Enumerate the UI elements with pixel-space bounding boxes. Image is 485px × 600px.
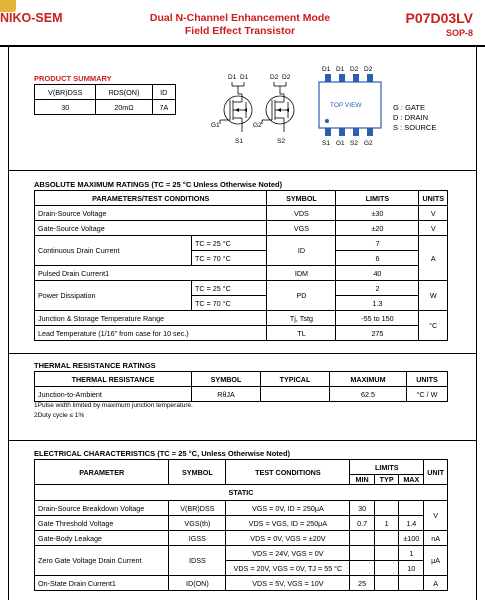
min-igss: [350, 531, 374, 546]
electrical-table: [34, 459, 448, 591]
section-divider: [8, 440, 477, 441]
cond-vth: VDS = VGS, ID = 250μA: [226, 516, 350, 531]
max-vth: 1.4: [399, 516, 424, 531]
table-row: [35, 460, 448, 475]
typ-idss-2: [374, 561, 399, 576]
thermal-title: THERMAL RESISTANCE RATINGS: [34, 361, 156, 370]
legend-gate: G : GATE: [393, 103, 425, 112]
param-igss: Gate-Body Leakage: [35, 531, 169, 546]
thermal-maximum: 62.5: [330, 387, 407, 402]
unit-idon: A: [424, 576, 448, 591]
pkg-pin-top-1: D1: [322, 66, 331, 73]
abs-header-limits: LIMITS: [336, 191, 419, 206]
pkg-pin-bottom-3: S2: [350, 140, 358, 147]
schematic-pin-d2a: D2: [270, 74, 279, 81]
table-row: [35, 191, 448, 206]
unit-tj: °C: [419, 311, 448, 341]
symbol-idss: IDSS: [169, 546, 226, 576]
title-line-2: Field Effect Transistor: [184, 25, 296, 37]
max-idss-1: 1: [399, 546, 424, 561]
legend-drain: D : DRAIN: [393, 113, 429, 122]
limit-pd-25: 2: [336, 281, 419, 296]
typ-idon: [374, 576, 399, 591]
table-row: [35, 236, 448, 251]
electrical-title: ELECTRICAL CHARACTERISTICS (TC = 25 °C, Unless Otherwise Noted): [34, 449, 291, 458]
schematic-pin-d1b: D1: [240, 74, 249, 81]
table-row: [35, 326, 448, 341]
table-row: [35, 546, 448, 561]
symbol-id: ID: [267, 236, 336, 266]
elec-header-limits: LIMITS: [350, 460, 424, 475]
elec-header-cond: TEST CONDITIONS: [226, 460, 350, 485]
min-vth: 0.7: [350, 516, 374, 531]
cond-idon: VDS = 5V, VGS = 10V: [226, 576, 350, 591]
package-type: SOP-8: [445, 28, 473, 38]
pkg-pin-top-4: D2: [364, 66, 373, 73]
pkg-top-view-label: TOP VIEW: [330, 102, 362, 109]
thermal-header-typical: TYPICAL: [261, 372, 330, 387]
section-divider: [8, 170, 477, 171]
param-bvdss: Drain-Source Breakdown Voltage: [35, 501, 169, 516]
symbol-pd: PD: [267, 281, 336, 311]
footnote-1: 1Pulse width limited by maximum junction temperature.: [34, 402, 193, 409]
limit-idm: 40: [336, 266, 419, 281]
summary-value-id: 7A: [152, 100, 175, 115]
unit-vgs: V: [419, 221, 448, 236]
summary-value-vbrdss: 30: [35, 100, 96, 115]
param-vth: Gate Threshold Voltage: [35, 516, 169, 531]
schematic-gate-g2: G2: [253, 122, 262, 129]
param-idon: On-State Drain Current1: [35, 576, 169, 591]
unit-voltage: V: [424, 501, 448, 531]
mosfet-schematic: [208, 70, 298, 150]
limit-pd-70: 1.3: [336, 296, 419, 311]
max-idss-2: 10: [399, 561, 424, 576]
cond-id-70: TC = 70 °C: [192, 251, 267, 266]
pkg-pin-top-3: D2: [350, 66, 359, 73]
part-number: P07D03LV: [405, 10, 473, 26]
table-row: [35, 501, 448, 516]
cond-pd-25: TC = 25 °C: [192, 281, 267, 296]
abs-max-table: [34, 190, 448, 341]
unit-idss: μA: [424, 546, 448, 576]
thermal-unit: °C / W: [407, 387, 448, 402]
pkg-pin-bottom-2: G1: [336, 140, 345, 147]
symbol-vth: VGS(th): [169, 516, 226, 531]
pkg-pin-bottom-1: S1: [322, 140, 330, 147]
summary-value-rdson: 20mΩ: [96, 100, 152, 115]
thermal-symbol: RθJA: [192, 387, 261, 402]
schematic-pin-d2b: D2: [282, 74, 291, 81]
max-idon: [399, 576, 424, 591]
symbol-idon: ID(ON): [169, 576, 226, 591]
typ-bvdss: [374, 501, 399, 516]
param-id: Continuous Drain Current: [35, 236, 192, 266]
limit-vgs: ±20: [336, 221, 419, 236]
table-row: [35, 266, 448, 281]
min-idss-2: [350, 561, 374, 576]
schematic-pin-d1a: D1: [228, 74, 237, 81]
table-row: [35, 531, 448, 546]
limit-tj: -55 to 150: [336, 311, 419, 326]
table-row: [35, 221, 448, 236]
company-logo: NIKO-SEM: [0, 11, 63, 25]
table-row: [35, 85, 176, 100]
param-tl: Lead Temperature (1/16" from case for 10 sec.): [35, 326, 267, 341]
limit-id-25: 7: [336, 236, 419, 251]
abs-header-param: PARAMETERS/TEST CONDITIONS: [35, 191, 267, 206]
elec-header-max: MAX: [399, 475, 424, 485]
footnote-2: 2Duty cycle ≤ 1%: [34, 412, 85, 419]
min-idon: 25: [350, 576, 374, 591]
thermal-table: [34, 371, 448, 402]
package-top-view: [316, 66, 386, 150]
table-row: [35, 516, 448, 531]
cond-idss-1: VDS = 24V, VGS = 0V: [226, 546, 350, 561]
elec-header-typ: TYP: [374, 475, 399, 485]
legend-source: S : SOURCE: [393, 123, 437, 132]
cond-bvdss: VGS = 0V, ID = 250μA: [226, 501, 350, 516]
unit-igss: nA: [424, 531, 448, 546]
table-row: [35, 387, 448, 402]
table-row: [35, 311, 448, 326]
thermal-header-symbol: SYMBOL: [192, 372, 261, 387]
max-igss: ±100: [399, 531, 424, 546]
unit-pd: W: [419, 281, 448, 311]
symbol-tl: TL: [267, 326, 336, 341]
param-tj: Junction & Storage Temperature Range: [35, 311, 267, 326]
table-row: [35, 281, 448, 296]
min-bvdss: 30: [350, 501, 374, 516]
elec-header-min: MIN: [350, 475, 374, 485]
thermal-typical: [261, 387, 330, 402]
pin-legend: [393, 103, 436, 133]
thermal-header-units: UNITS: [407, 372, 448, 387]
cond-idss-2: VDS = 20V, VGS = 0V, TJ = 55 °C: [226, 561, 350, 576]
elec-header-param: PARAMETER: [35, 460, 169, 485]
table-row: [35, 576, 448, 591]
symbol-vds: VDS: [267, 206, 336, 221]
cond-id-25: TC = 25 °C: [192, 236, 267, 251]
product-summary-table: [34, 84, 176, 115]
max-bvdss: [399, 501, 424, 516]
product-summary-title: PRODUCT SUMMARY: [34, 74, 112, 83]
pkg-pin-top-2: D1: [336, 66, 345, 73]
title-line-1: Dual N-Channel Enhancement Mode: [149, 12, 331, 24]
summary-header-vbrdss: V(BR)DSS: [35, 85, 96, 100]
thermal-param: Junction-to-Ambient: [35, 387, 192, 402]
symbol-bvdss: V(BR)DSS: [169, 501, 226, 516]
schematic-source-s2: S2: [277, 138, 285, 145]
param-vgs: Gate-Source Voltage: [35, 221, 267, 236]
summary-header-id: ID: [152, 85, 175, 100]
param-idm: Pulsed Drain Current1: [35, 266, 267, 281]
symbol-tj: Tj, Tstg: [267, 311, 336, 326]
cond-igss: VDS = 0V, VGS = ±20V: [226, 531, 350, 546]
min-idss-1: [350, 546, 374, 561]
symbol-vgs: VGS: [267, 221, 336, 236]
elec-header-symbol: SYMBOL: [169, 460, 226, 485]
table-row: [35, 372, 448, 387]
param-idss: Zero Gate Voltage Drain Current: [35, 546, 169, 576]
abs-max-title: ABSOLUTE MAXIMUM RATINGS (TC = 25 °C Unless Otherwise Noted): [34, 180, 283, 189]
limit-id-70: 6: [336, 251, 419, 266]
param-pd: Power Dissipation: [35, 281, 192, 311]
abs-header-units: UNITS: [419, 191, 448, 206]
thermal-header-maximum: MAXIMUM: [330, 372, 407, 387]
symbol-igss: IGSS: [169, 531, 226, 546]
summary-header-rdson: RDS(ON): [96, 85, 152, 100]
table-row: [35, 206, 448, 221]
table-row: [35, 100, 176, 115]
unit-vds: V: [419, 206, 448, 221]
limit-vds: ±30: [336, 206, 419, 221]
abs-header-symbol: SYMBOL: [267, 191, 336, 206]
symbol-idm: IDM: [267, 266, 336, 281]
typ-idss-1: [374, 546, 399, 561]
limit-tl: 275: [336, 326, 419, 341]
document-title: [120, 12, 360, 38]
typ-vth: 1: [374, 516, 399, 531]
cond-pd-70: TC = 70 °C: [192, 296, 267, 311]
mosfet-symbols-icon: [208, 82, 298, 140]
typ-igss: [374, 531, 399, 546]
param-vds: Drain-Source Voltage: [35, 206, 267, 221]
thermal-header-param: THERMAL RESISTANCE: [35, 372, 192, 387]
elec-header-unit: UNIT: [424, 460, 448, 485]
static-section-label: STATIC: [35, 485, 448, 501]
schematic-source-s1: S1: [235, 138, 243, 145]
section-divider: [8, 353, 477, 354]
pkg-pin-bottom-4: G2: [364, 140, 373, 147]
table-row: [35, 485, 448, 501]
unit-id: A: [419, 236, 448, 281]
schematic-gate-g1: G1: [211, 122, 220, 129]
